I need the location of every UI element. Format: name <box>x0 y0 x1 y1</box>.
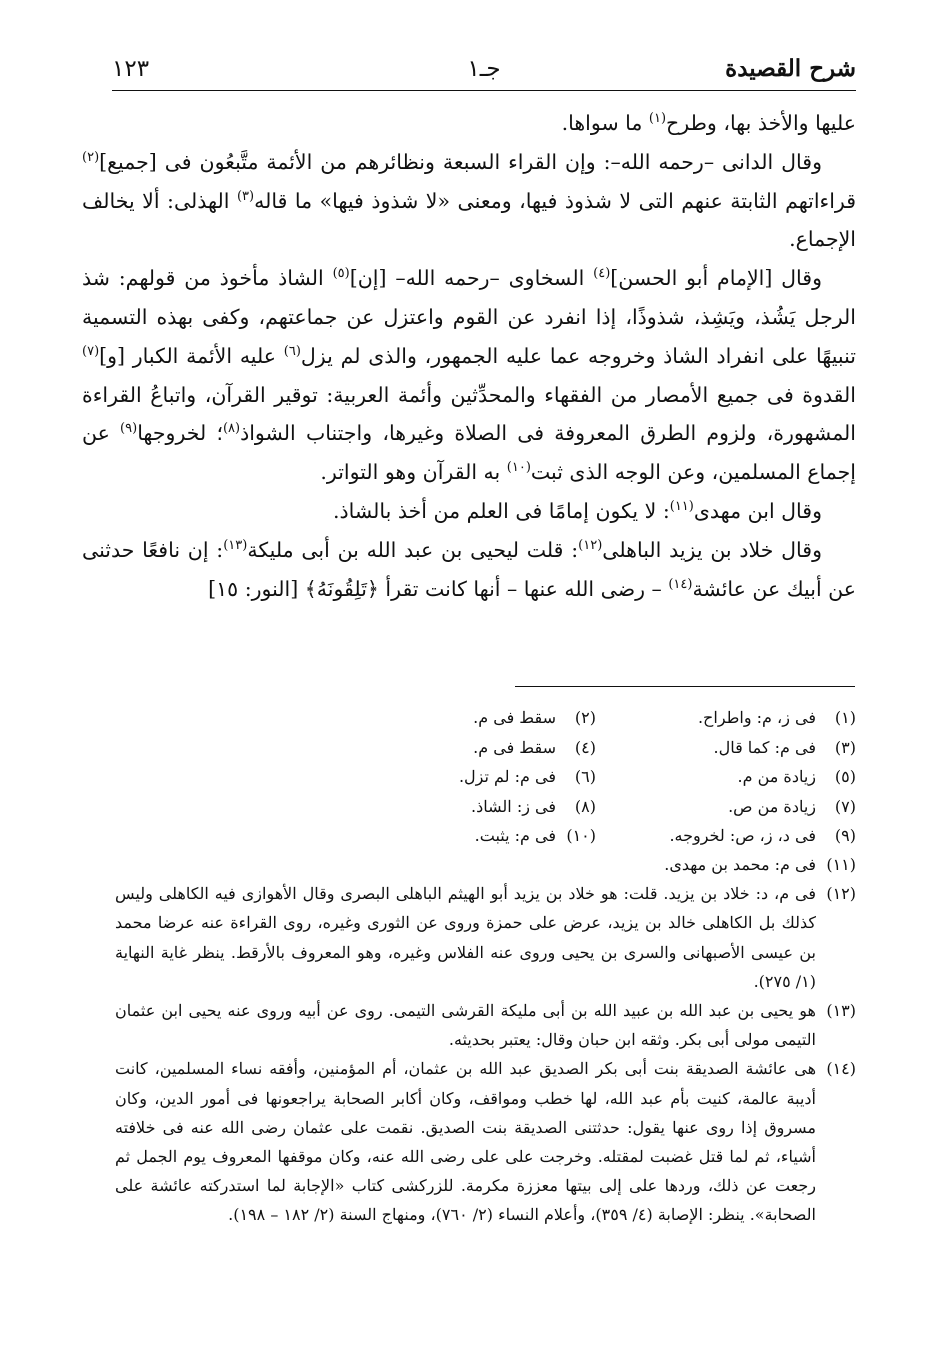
footnote-row <box>336 762 856 792</box>
paragraph-3 <box>82 259 856 492</box>
footnote-ref[interactable]: (٣) <box>236 188 255 204</box>
text-run: : إن نافعًا حدثنى عن أبيك عن عائشة <box>82 537 856 601</box>
footnote-ref[interactable]: (١٣) <box>223 537 248 553</box>
footnote-ref[interactable]: (٧) <box>82 343 100 359</box>
text-run: وقال الدانى –رحمه الله–: وإن القراء السبعة ونظائرهم من الأئمة متَّبعُون فى [جميع] <box>99 149 822 174</box>
footnote-number: (١) <box>834 708 856 727</box>
text-run: : قلت ليحيى بن عبد الله بن أبى مليكة <box>247 537 579 562</box>
footnote-1 <box>596 703 856 733</box>
volume-label: جـ١ <box>467 56 501 82</box>
text-run: وقال [الإمام أبو الحسن] <box>610 266 823 291</box>
footnote-2 <box>336 703 596 733</box>
text-run: وقال ابن مهدى <box>693 498 822 523</box>
footnote-5 <box>596 762 856 792</box>
text-run: السخاوى –رحمه الله– [إن] <box>349 266 594 291</box>
footnote-number: (١٢) <box>826 884 856 904</box>
footnote-number: (٧) <box>834 796 856 816</box>
footnote-text: فى ز، م: واطراح. <box>697 708 816 727</box>
footnote-ref[interactable]: (١٤) <box>668 576 693 592</box>
footnote-number: (٩) <box>834 826 856 845</box>
footnote-text: سقط فى م. <box>473 737 556 757</box>
footnote-text: فى م: يثبت. <box>474 826 556 845</box>
footnote-ref[interactable]: (٨) <box>222 421 241 437</box>
text-run: ما سواها. <box>561 111 649 135</box>
footnote-text: فى م: لم تزل. <box>458 767 556 786</box>
paragraph-2 <box>82 143 856 259</box>
text-run: عن إجماع المسلمين، وعن الوجه الذى ثبت <box>82 421 856 485</box>
text-run: عليها والأخذ بها، وطرح <box>666 111 856 135</box>
footnotes-short <box>336 703 856 851</box>
footnote-text: هو يحيى بن عبد الله بن عبيد الله بن أبى مليكة القرشى التيمى. روى عن أبيه وروى عنه يحيى ابن عثمان التيمى مولى أبى بكر. وثقه ابن حبان وقال: يعتبر بحديثه. <box>115 1001 816 1050</box>
footnote-14 <box>115 1054 856 1229</box>
footnote-ref[interactable]: (١٠) <box>506 460 531 476</box>
footnote-ref[interactable]: (١) <box>648 111 667 127</box>
footnote-ref[interactable]: (٤) <box>593 266 611 282</box>
text-run: قراءاتهم الثابتة عنهم التى لا شذوذ فيها، ومعنى «لا شذوذ فيها» ما قاله <box>254 188 857 213</box>
text-run: القدوة فى جميع الأمصار من الفقهاء والمحدِّثين وأئمة العربية: توقير القرآن، واتباعُ القراءة المشهورة، ولزوم الطرق المعروفة فى الصلاة وغيرها، واجتناب الشواذ <box>82 382 856 446</box>
footnote-number: (٢) <box>574 708 596 727</box>
footnote-text: فى د، ز، ص: لخروجه. <box>669 826 816 845</box>
footnote-12 <box>115 879 856 996</box>
footnote-10 <box>336 821 596 851</box>
footnote-number: (٤) <box>574 737 596 757</box>
page-number: ١٢٣ <box>112 56 150 82</box>
footnotes-long <box>115 850 856 1230</box>
paragraph-1 <box>82 104 856 143</box>
footnote-ref[interactable]: (٢) <box>82 149 100 165</box>
text-run: عليه الأئمة الكبار [و] <box>99 343 284 368</box>
footnote-text: هى عائشة الصديقة بنت أبى بكر الصديق عبد الله بن عثمان، أم المؤمنين، وأفقه نساء المسلمين، كانت أديبة عالمة، كنيت بأم عبد الله، لها خطب ومواقف، وكان أكابر الصحابة يراجعونها فى أمور الدين، وكان مسروق إذا روى عنها يقول: حدثتنى الصديقة بنت الصديق. نقمت على عثمان رضى الله عنه فى خلافته أشياء، ثم لما قتل غضبت لمقتله. وخرجت على على رضى الله عنه، وكان موقفها المعروف يوم الجمل ثم رجعت عن ذلك، وردها على إلى بيتها معززة مكرمة. للزركشى كتاب «الإجابة لما استدركته عائشة على الصحابة». ينظر: الإصابة (٤/ ٣٥٩)، وأعلام النساء (٢/ ٧٦٠)، ومنهاج السنة (٢/ ١٨٢ – ١٩٨). <box>115 1059 816 1225</box>
footnote-7 <box>596 792 856 822</box>
header-rule <box>112 90 856 91</box>
footnote-6 <box>336 762 596 792</box>
footnote-ref[interactable]: (٥) <box>332 266 350 282</box>
footnote-text: زيادة من ص. <box>728 796 816 816</box>
text-run: – رضى الله عنها – أنها كانت تقرأ ﴿تَلِقُونَهُ﴾ [النور: ١٥] <box>208 576 669 601</box>
footnote-row <box>336 703 856 733</box>
footnote-text: فى م: محمد بن مهدى. <box>664 855 816 874</box>
footnote-number: (٣) <box>834 737 856 757</box>
text-run: ؛ لخروجها <box>137 421 223 446</box>
footnote-ref[interactable]: (١٢) <box>578 537 603 553</box>
footnote-row <box>336 733 856 763</box>
footnote-13 <box>115 996 856 1054</box>
footnote-ref[interactable]: (٦) <box>283 343 301 359</box>
footnote-text: فى م: كما قال. <box>713 737 816 757</box>
footnote-8 <box>336 792 596 822</box>
footnote-text: زيادة من م. <box>737 767 816 786</box>
running-header <box>112 52 856 86</box>
footnote-text: فى ز: الشاذ. <box>471 796 556 816</box>
footnote-number: (١٠) <box>566 826 596 845</box>
footnote-number: (٦) <box>574 767 596 786</box>
footnote-text: فى م، د: خلاد بن يزيد. قلت: هو خلاد بن يزيد أبو الهيثم الباهلى البصرى وقال الأهوازى فيه الكاهلى وليس كذلك بل الكاهلى خالد بن يزيد، عرض على حمزة وروى عن الثورى وغيره، روى القراءة عنه عرضا محمد بن عيسى الأصبهانى والسرى بن يحيى وروى عنه الفلاس وغيره، وهو المعروف بالأرقط. ينظر غاية النهاية (١/ ٢٧٥). <box>115 884 816 991</box>
footnote-number: (١٣) <box>826 1001 856 1020</box>
footnote-row <box>336 792 856 822</box>
footnote-number: (١١) <box>826 855 856 874</box>
footnote-ref[interactable]: (٩) <box>120 421 138 437</box>
text-run: : لا يكون إمامًا فى العلم من أخذ بالشاذ. <box>332 498 670 523</box>
text-run: الشاذ مأخوذ من قولهم: شذ الرجل يَشُذ، ويَشِذ، شذوذًا، إذا انفرد عن القوم واعتزل عن جماعتهم، وكفى بهذه التسمية تنبيهًا على انفراد الشاذ وخروجه عما عليه الجمهور، والذى لم يزل <box>82 266 856 368</box>
text-run: الهذلى: ألا يخالف الإجماع. <box>82 188 856 252</box>
paragraph-5 <box>82 531 856 609</box>
text-run: به القرآن وهو التواتر. <box>320 460 507 485</box>
footnote-text: سقط فى م. <box>473 708 556 727</box>
footnote-4 <box>336 733 596 763</box>
main-text <box>82 104 856 608</box>
footnote-11 <box>115 850 856 879</box>
paragraph-4 <box>82 492 856 531</box>
footnote-number: (٥) <box>834 767 856 786</box>
text-run: وقال خلاد بن يزيد الباهلى <box>602 537 822 562</box>
footnote-number: (١٤) <box>826 1059 856 1079</box>
footnote-row <box>336 821 856 851</box>
footnote-9 <box>596 821 856 851</box>
footnote-3 <box>596 733 856 763</box>
footnote-ref[interactable]: (١١) <box>669 499 694 515</box>
running-title: شرح القصيدة <box>725 55 856 82</box>
footnote-separator <box>515 686 855 687</box>
footnote-number: (٨) <box>574 796 596 816</box>
